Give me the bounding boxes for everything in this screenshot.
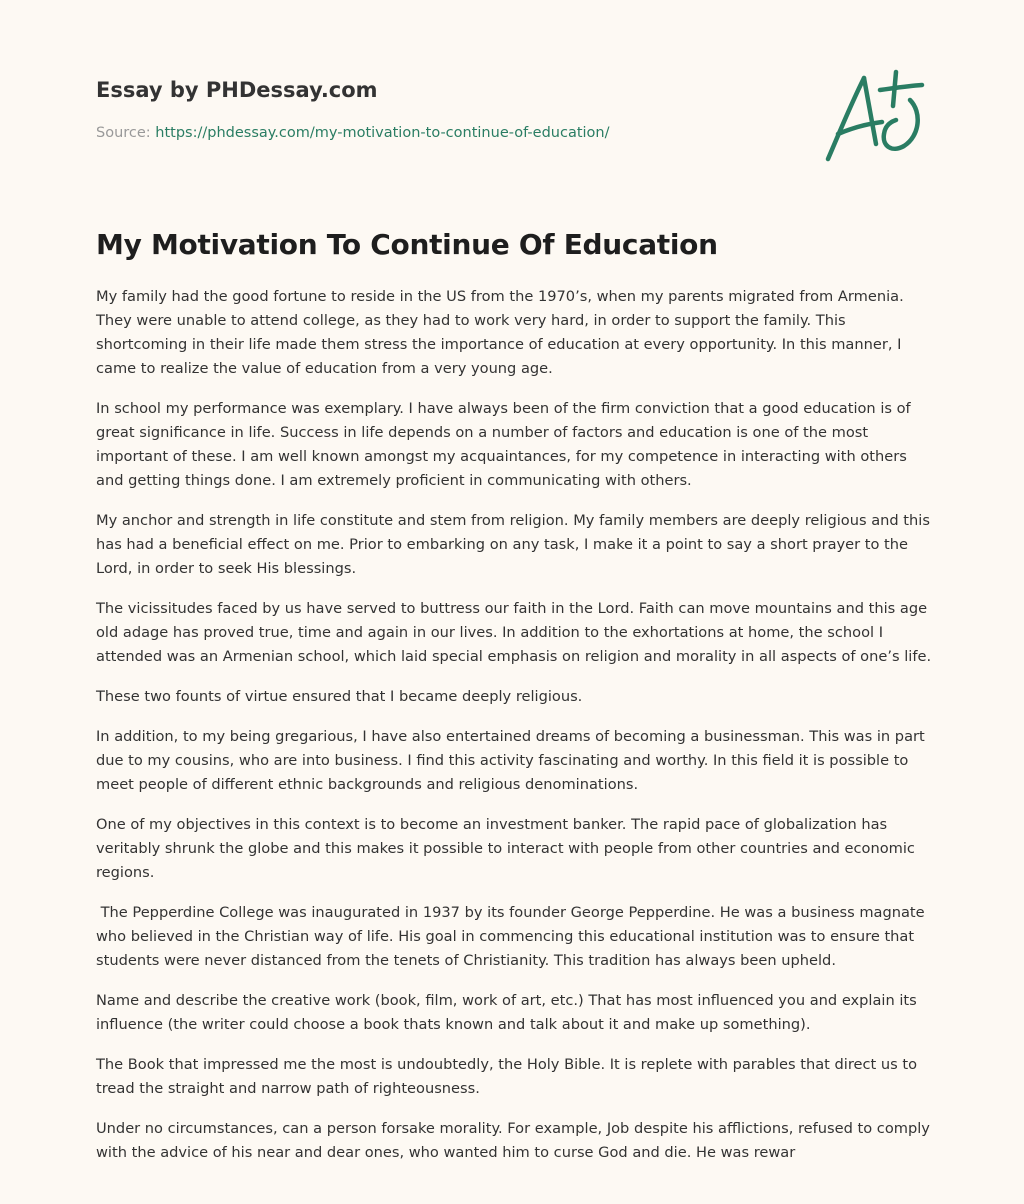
essay-title: My Motivation To Continue Of Education [96, 228, 718, 261]
essay-paragraph: Name and describe the creative work (book, film, work of art, etc.) That has most influenced you and explain its influence (the writer could choose a book thats known and talk about it and make up something). [96, 992, 922, 1033]
essay-paragraph: Under no circumstances, can a person forsake morality. For example, Job despite his afflictions, refused to comply with the advice of his near and dear ones, who wanted him to curse God and die. He was rewar [96, 1120, 935, 1161]
essay-paragraph: In addition, to my being gregarious, I have also entertained dreams of becoming a businessman. This was in part due to my cousins, who are into business. I find this activity fascinating and worthy. In this field it is possible to meet people of different ethnic backgrounds and religious denominations. [96, 728, 930, 793]
essay-paragraph: These two founts of virtue ensured that I became deeply religious. [96, 688, 583, 705]
essay-body [96, 285, 935, 1204]
essay-paragraph: My family had the good fortune to reside in the US from the 1970’s, when my parents migrated from Armenia. They were unable to attend college, as they had to work very hard, in order to support the family. This shortcoming in their life made them stress the importance of education at every opportunity. In this manner, I came to realize the value of education from a very young age. [96, 288, 909, 377]
essay-paragraph: One of my objectives in this context is to become an investment banker. The rapid pace of globalization has veritably shrunk the globe and this makes it possible to interact with people from other countries and economic regions. [96, 816, 920, 881]
source-link[interactable]: https://phdessay.com/my-motivation-to-continue-of-education/ [155, 125, 610, 141]
essay-paragraph: The Book that impressed me the most is undoubtedly, the Holy Bible. It is replete with parables that direct us to tread the straight and narrow path of righteousness. [96, 1056, 922, 1097]
a-plus-logo-icon [824, 66, 928, 166]
essay-paragraph: My anchor and strength in life constitute and stem from religion. My family members are deeply religious and this has had a beneficial effect on me. Prior to embarking on any task, I make it a point to say a short prayer to the Lord, in order to seek His blessings. [96, 512, 935, 577]
essay-paragraph: In school my performance was exemplary. I have always been of the firm conviction that a good education is of great significance in life. Success in life depends on a number of factors and education is one of the most important of these. I am well known amongst my acquaintances, for my competence in interacting with others and getting things done. I am extremely proficient in communicating with others. [96, 400, 916, 489]
source-line [96, 123, 609, 143]
brand-title: Essay by PHDessay.com [96, 78, 378, 102]
page-header [96, 0, 928, 180]
source-label: Source: [96, 125, 156, 141]
essay-paragraph: The vicissitudes faced by us have served to buttress our faith in the Lord. Faith can move mountains and this age old adage has proved true, time and again in our lives. In addition to the exhortations at home, the school I attended was an Armenian school, which laid special emphasis on religion and morality in all aspects of one’s life. [96, 600, 932, 665]
essay-paragraph: The Pepperdine College was inaugurated in 1937 by its founder George Pepperdine. He was a business magnate who believed in the Christian way of life. His goal in commencing this educational institution was to ensure that students were never distanced from the tenets of Christianity. This tradition has always been upheld. [96, 904, 930, 969]
